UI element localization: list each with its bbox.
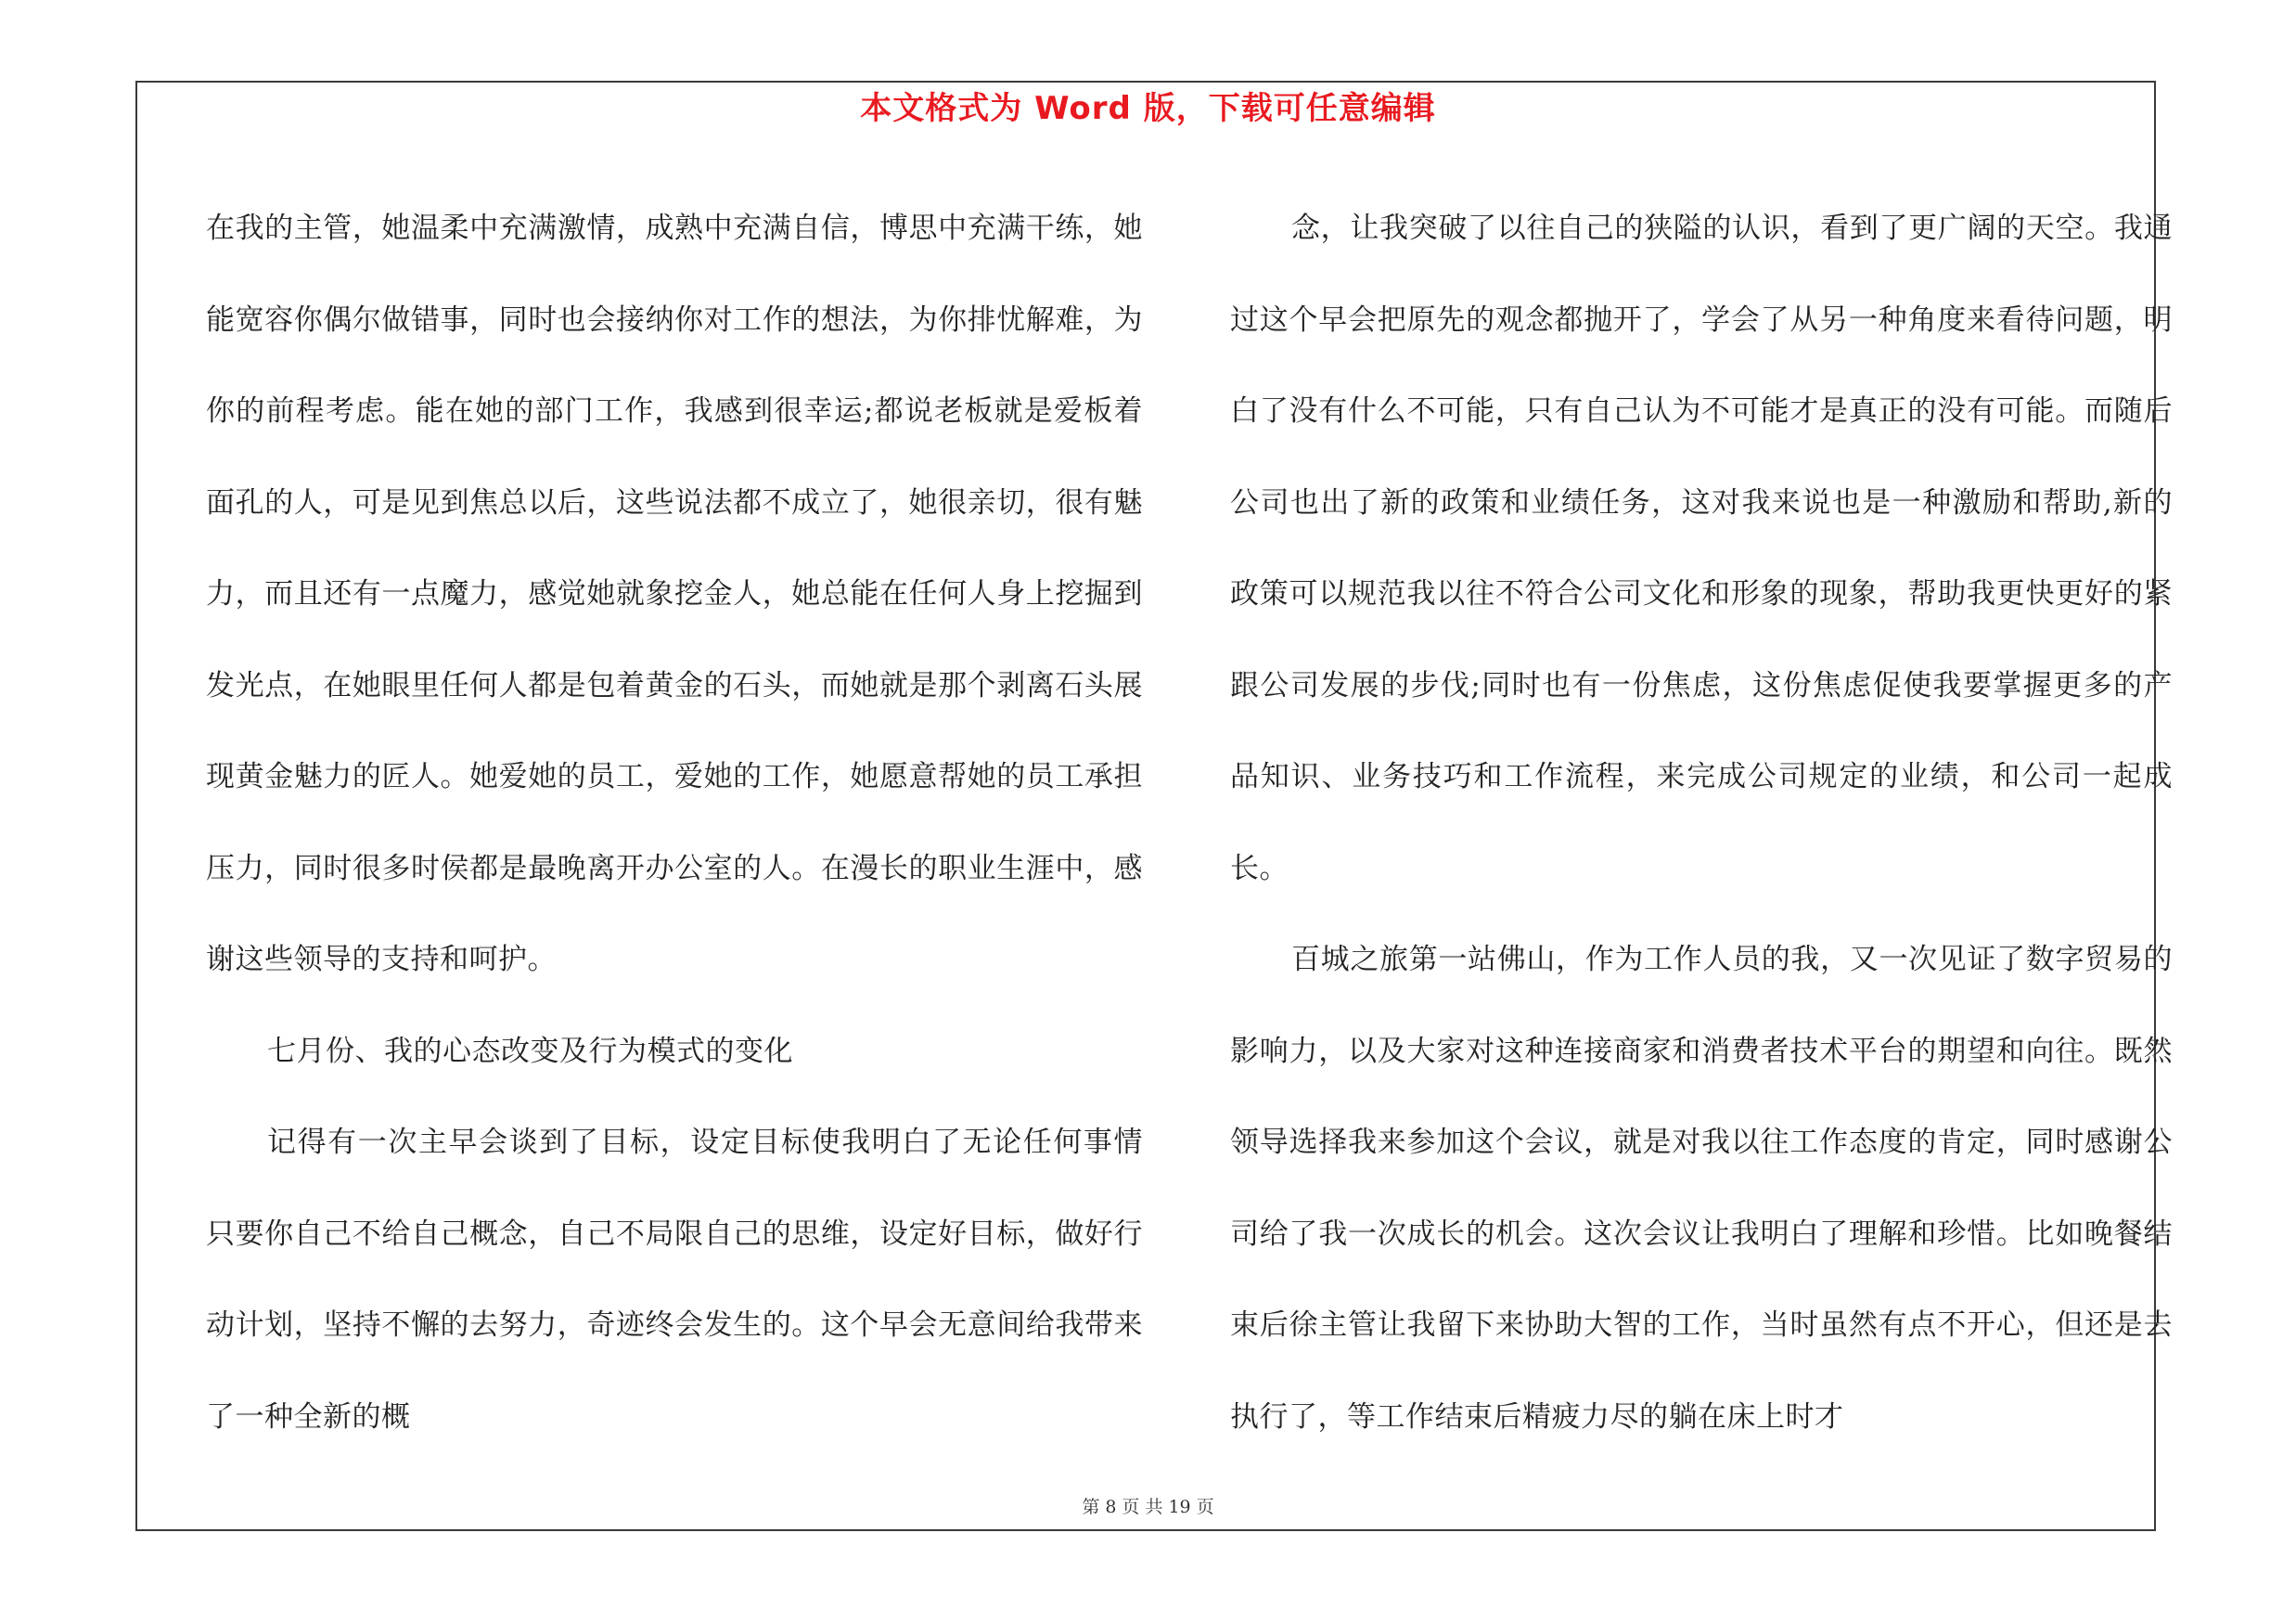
footer-prefix: 第 bbox=[1082, 1497, 1100, 1517]
body-paragraph: 念，让我突破了以往自己的狭隘的认识，看到了更广阔的天空。我通过这个早会把原先的观念都抛开了，学会了从另一种角度来看待问题，明白了没有什么不可能，只有自己认为不可能才是真正的没有可能。而随后公司也出了新的政策和业绩任务，这对我来说也是一种激励和帮助,新的政策可以规范我以往不符合公司文化和形象的现象，帮助我更快更好的紧跟公司发展的步伐;同时也有一份焦虑，这份焦虑促使我要掌握更多的产品知识、业务技巧和工作流程，来完成公司规定的业绩，和公司一起成长。 bbox=[1230, 212, 2173, 885]
page-number-footer bbox=[0, 1496, 2296, 1518]
footer-suffix: 页 bbox=[1196, 1497, 1214, 1517]
current-page-number: 8 bbox=[1105, 1497, 1117, 1517]
footer-middle: 页 共 bbox=[1122, 1497, 1163, 1517]
word-format-banner: 本文格式为 Word 版，下载可任意编辑 bbox=[860, 90, 1436, 127]
body-paragraph: 在我的主管，她温柔中充满激情，成熟中充满自信，博思中充满干练，她能宽容你偶尔做错事，同时也会接纳你对工作的想法，为你排忧解难，为你的前程考虑。能在她的部门工作，我感到很幸运;都说老板就是爱板着面孔的人，可是见到焦总以后，这些说法都不成立了，她很亲切，很有魅力，而且还有一点魔力，感觉她就象挖金人，她总能在任何人身上挖掘到发光点，在她眼里任何人都是包着黄金的石头，而她就是那个剥离石头展现黄金魅力的匠人。她爱她的员工，爱她的工作，她愿意帮她的员工承担压力，同时很多时侯都是最晚离开办公室的人。在漫长的职业生涯中，感谢这些领导的支持和呵护。 bbox=[206, 212, 1143, 976]
body-paragraph: 百城之旅第一站佛山，作为工作人员的我，又一次见证了数字贸易的影响力，以及大家对这种连接商家和消费者技术平台的期望和向往。既然领导选择我来参加这个会议，就是对我以往工作态度的肯定，同时感谢公司给了我一次成长的机会。这次会议让我明白了理解和珍惜。比如晚餐结束后徐主管让我留下来协助大智的工作，当时虽然有点不开心，但还是去执行了，等工作结束后精疲力尽的躺在床上时才 bbox=[1230, 943, 2173, 1434]
body-paragraph: 记得有一次主早会谈到了目标，设定目标使我明白了无论任何事情只要你自己不给自己概念，自己不局限自己的思维，设定好目标，做好行动计划，坚持不懈的去努力，奇迹终会发生的。这个早会无意间给我带来了一种全新的概 bbox=[206, 1126, 1143, 1434]
right-text-column bbox=[1230, 183, 2173, 1462]
total-page-count: 19 bbox=[1168, 1497, 1191, 1517]
section-heading: 七月份、我的心态改变及行为模式的变化 bbox=[267, 1034, 793, 1068]
left-text-column bbox=[206, 183, 1143, 1462]
